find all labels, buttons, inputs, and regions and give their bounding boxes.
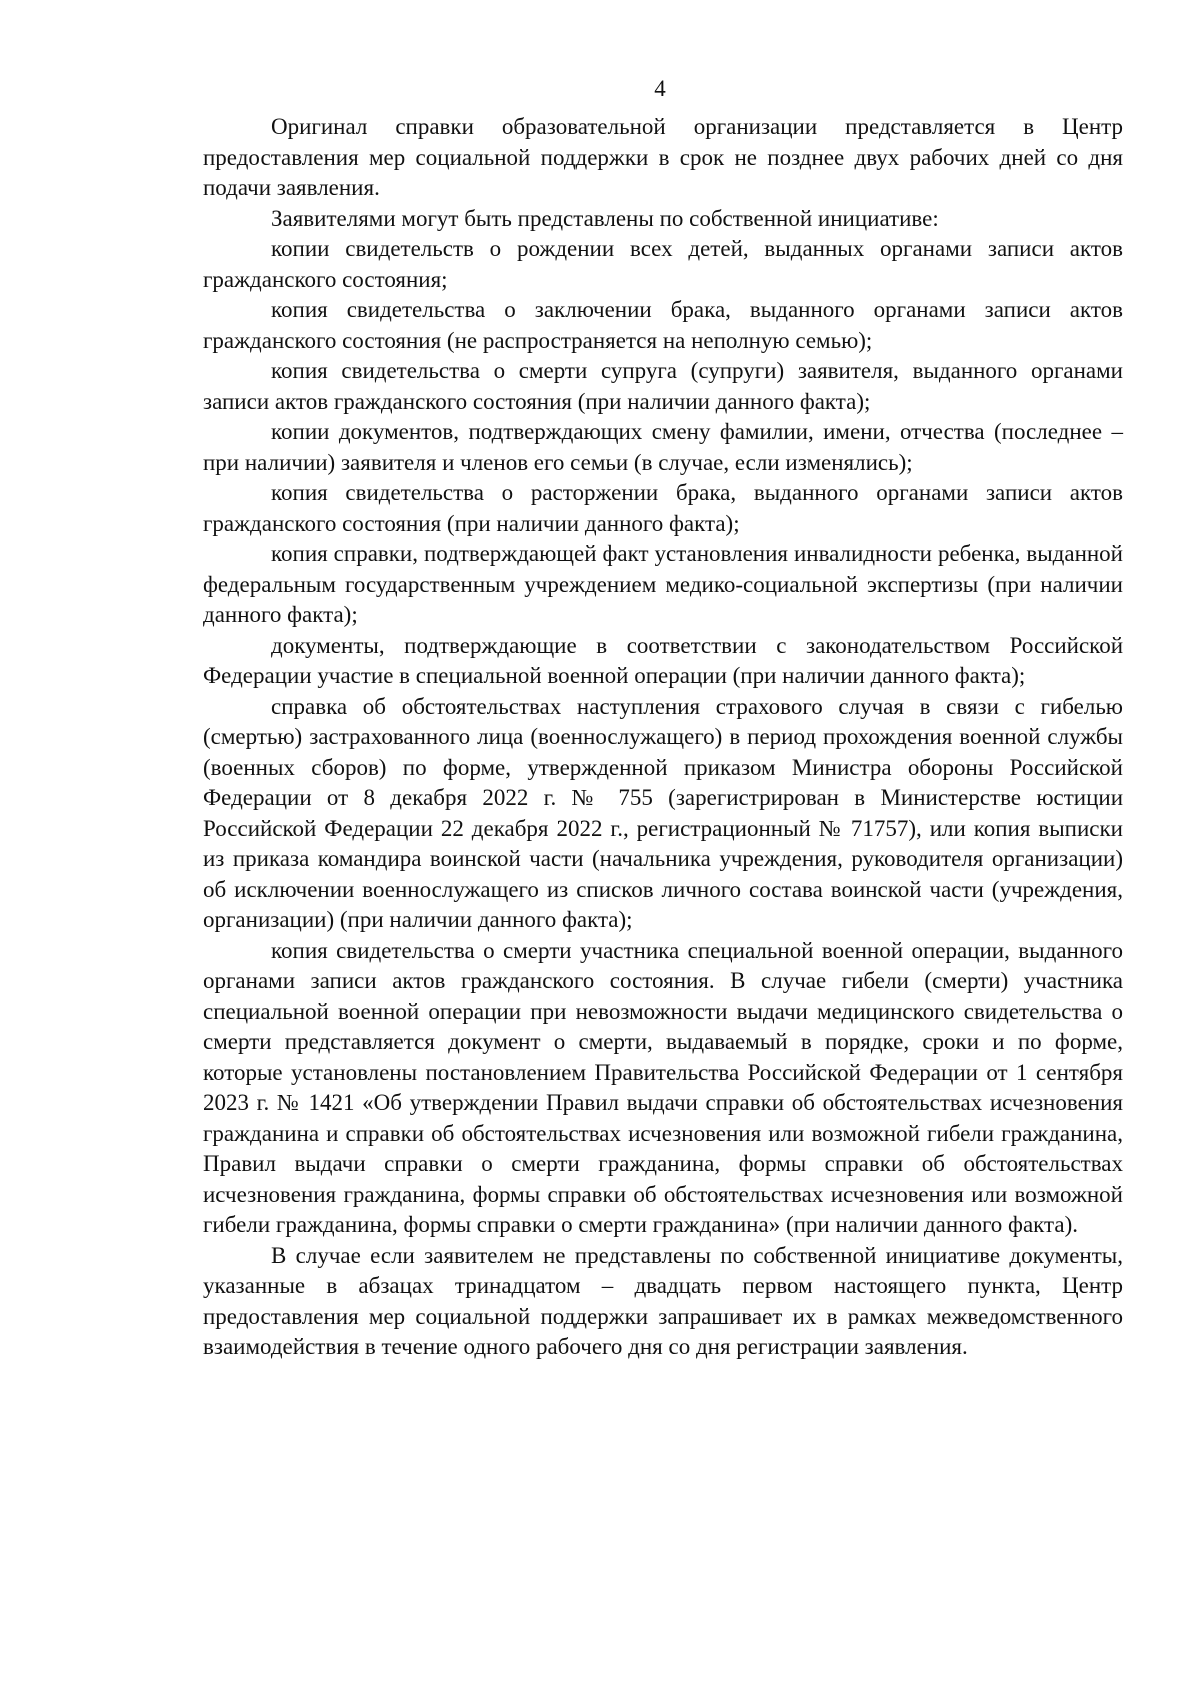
paragraph-interdepartmental-request: В случае если заявителем не представлены по собственной инициативе документы, указанные в абзацах тринадцатом – двадцать первом настоящего пункта, Центр предоставления мер социальной поддержки запрашивает их в рамках межведомственного взаимодействия в течение одного рабочего дня со дня регистрации заявления.	[203, 1242, 1123, 1359]
paragraph-optional-documents-intro: Заявителями могут быть представлены по собственной инициативе:	[271, 205, 939, 231]
list-item-spouse-death-certificate: копия свидетельства о смерти супруга (супруги) заявителя, выданного органами записи актов гражданского состояния (при наличии данного факта);	[203, 358, 1123, 414]
list-item-military-operation-documents: документы, подтверждающие в соответствии с законодательством Российской Федерации участие в специальной военной операции (при наличии данного факта);	[203, 632, 1123, 688]
list-item-marriage-certificate: копия свидетельства о заключении брака, выданного органами записи актов гражданского состояния (не распространяется на неполную семью);	[203, 297, 1123, 353]
paragraph-original-certificate: Оригинал справки образовательной организации представляется в Центр предоставления мер социальной поддержки в срок не позднее двух рабочих дней со дня подачи заявления.	[203, 114, 1123, 200]
document-body	[203, 112, 1123, 1363]
list-item-disability-certificate: копия справки, подтверждающей факт установления инвалидности ребенка, выданной федеральным государственным учреждением медико-социальной экспертизы (при наличии данного факта);	[203, 541, 1123, 627]
list-item-participant-death-certificate: копия свидетельства о смерти участника специальной военной операции, выданного органами записи актов гражданского состояния. В случае гибели (смерти) участника специальной военной операции при невозможности выдачи медицинского свидетельства о смерти представляется документ о смерти, выдаваемый в порядке, сроки и по форме, которые установлены постановлением Правительства Российской Федерации от 1 сентября 2023 г. № 1421 «Об утверждении Правил выдачи справки об обстоятельствах исчезновения гражданина и справки об обстоятельствах исчезновения или возможной гибели гражданина, Правил выдачи справки о смерти гражданина, формы справки об обстоятельствах исчезновения гражданина, формы справки об обстоятельствах исчезновения или возможной гибели гражданина, формы справки о смерти гражданина» (при наличии данного факта).	[203, 937, 1123, 1237]
list-item-divorce-certificate: копия свидетельства о расторжении брака, выданного органами записи актов гражданского состояния (при наличии данного факта);	[203, 480, 1123, 536]
list-item-name-change-documents: копии документов, подтверждающих смену фамилии, имени, отчества (последнее – при наличии) заявителя и членов его семьи (в случае, если изменялись);	[203, 419, 1123, 475]
list-item-insurance-case-certificate: справка об обстоятельствах наступления страхового случая в связи с гибелью (смертью) застрахованного лица (военнослужащего) в период прохождения военной службы (военных сборов) по форме, утвержденной приказом Министра обороны Российской Федерации от 8 декабря 2022 г. № 755 (зарегистрирован в Министерстве юстиции Российской Федерации 22 декабря 2022 г., регистрационный № 71757), или копия выписки из приказа командира воинской части (начальника учреждения, руководителя организации) об исключении военнослужащего из списков личного состава воинской части (учреждения, организации) (при наличии данного факта);	[203, 693, 1123, 932]
list-item-birth-certificates: копии свидетельств о рождении всех детей, выданных органами записи актов гражданского состояния;	[203, 236, 1123, 292]
page-number: 4	[654, 76, 666, 101]
